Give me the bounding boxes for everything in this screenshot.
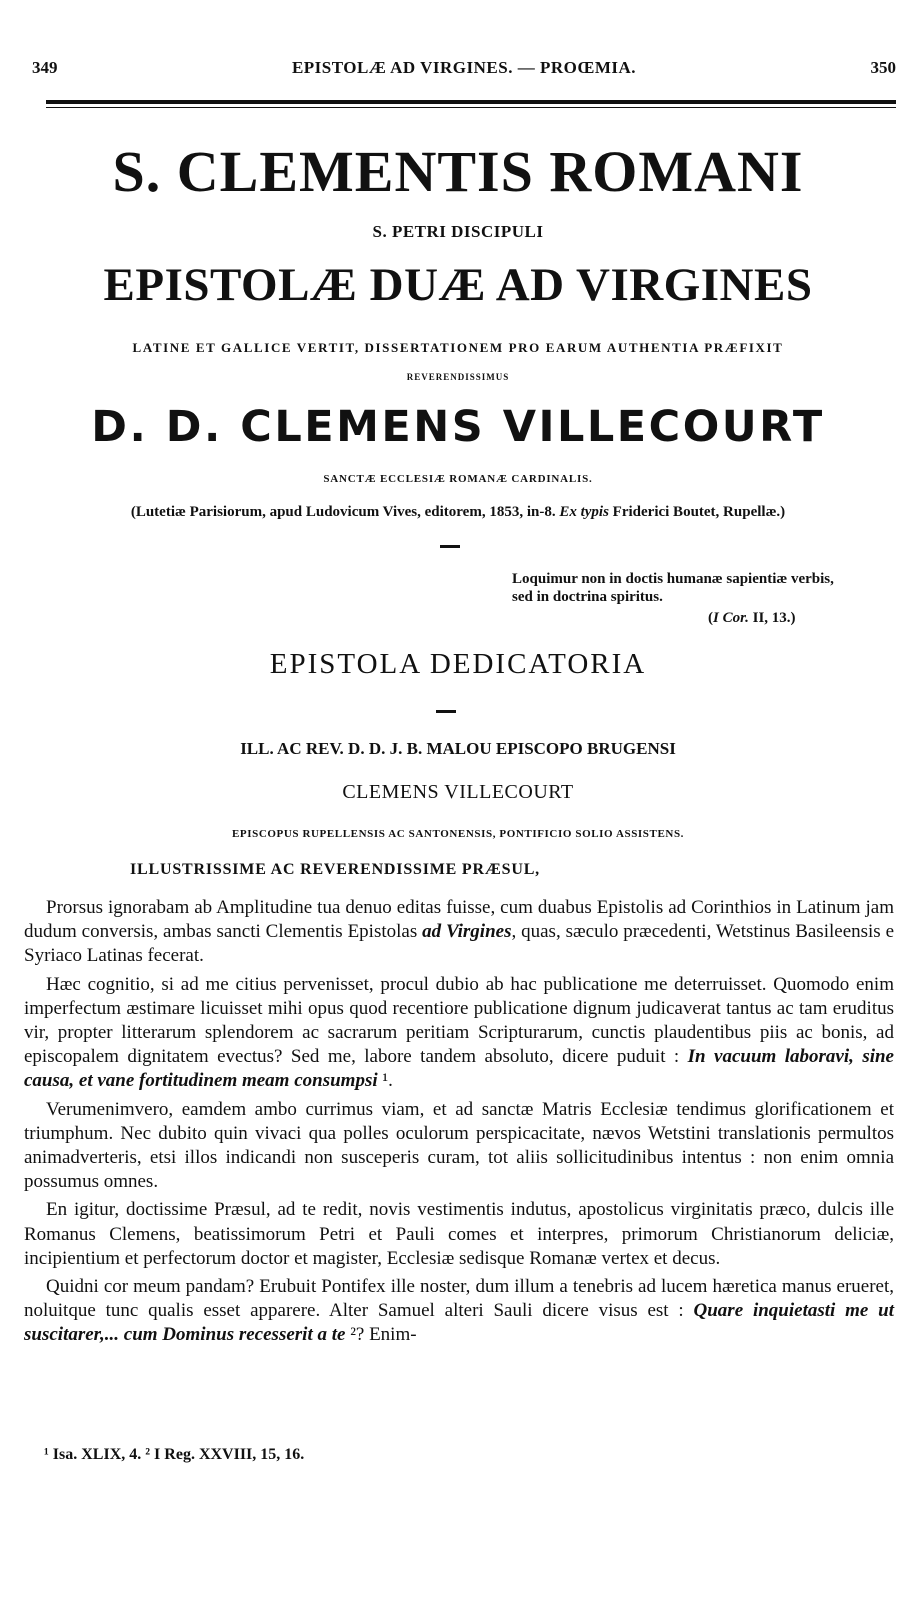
paragraph-text: Quidni cor meum pandam? Erubuit Pontifex ille noster, dum illum a tenebris ad lucem hæretica manus erueret, noluitque tunc qualis esset apparere. Alter Samuel alteri Sauli dicere visus est : [24,1276,894,1322]
epigraph-ref-book: I Cor. [713,610,749,626]
header-rule-thick [46,100,896,104]
author-subtitle: S. PETRI DISCIPULI [372,222,544,241]
epigraph-ref-open: ( [708,610,713,626]
divider-dash [440,545,460,548]
paragraph: En igitur, doctissime Præsul, ad te redit, novis vestimentis indutus, apostolicus virginitatis præco, dulcis ille Romanus Clemens, beatissimorum Petri et Pauli comes et interpres, primorum Christianorum deliciæ, incipientium et perfectorum doctor et magister, Ecclesiæ sedisque Romanæ vertex et decus. [24,1199,894,1269]
divider-dash [436,710,456,713]
letter-body [24,896,894,1352]
paragraph-italic: ad Virgines [422,921,512,943]
running-title: EPISTOLÆ AD VIRGINES. — PROŒMIA. [291,58,637,77]
paragraph-italic: Quare inquietasti me ut suscitarer,... cum Dominus recesserit a te [24,1300,894,1346]
work-title: EPISTOLÆ DUÆ AD VIRGINES [103,259,813,311]
paragraph-italic: In vacuum laboravi, sine causa, et vane fortitudinem meam consumpsi [24,1046,894,1092]
epigraph [512,570,834,606]
dedication-author-office: EPISCOPUS RUPELLENSIS AC SANTONENSIS, PONTIFICIO SOLIO ASSISTENS. [231,828,685,840]
paragraph-text: Prorsus ignorabam ab Amplitudine tua denuo editas fuisse, cum duabus Epistolis ad Corinthios in Latinum jam dudum conversis, ambas sancti Clementis Epistolas [24,897,894,943]
paragraph-text: , quas, sæculo præcedenti, Wetstinus Basileensis e Syriaco Latinas fecerat. [24,921,895,967]
epigraph-reference [708,610,796,627]
dedication-addressee: ILL. AC REV. D. D. J. B. MALOU EPISCOPO BRUGENSI [240,739,676,758]
translator-name: D. D. CLEMENS VILLECOURT [91,402,825,452]
dedication-heading: EPISTOLA DEDICATORIA [269,648,647,680]
paragraph-text: ¹. [377,1070,393,1092]
footnotes: ¹ Isa. XLIX, 4. ² I Reg. XXVIII, 15, 16. [44,1446,305,1463]
dedication-author: CLEMENS VILLECOURT [342,781,574,803]
header-rule-thin [46,107,896,108]
translation-note: LATINE ET GALLICE VERTIT, DISSERTATIONEM PRO EARUM AUTHENTIA PRÆFIXIT [132,340,784,355]
author-title: S. CLEMENTIS ROMANI [112,139,804,204]
reverend-label: REVERENDISSIMUS [406,372,510,382]
paragraph-text: ²? Enim- [345,1324,417,1346]
column-number-left: 349 [32,58,58,77]
paragraph [24,973,894,1094]
paragraph-text: Hæc cognitio, si ad me citius pervenisset, procul dubio ab hac publicatione me deterruisset. Quomodo enim imperfectum æstimare licuisset mihi opus quod recentiore publicatione dignum judicaverat tantus ac tam eruditus vir, propter litterarum splendorem ac sacrarum peritiam Scripturarum, cunctis plaudentibus piis ac bonis, ad episcopalem dignitatem evectus? Sed me, labore tandem absoluto, dicere puduit : [24,973,894,1068]
paragraph [24,896,894,969]
salutation: ILLUSTRISSIME AC REVERENDISSIME PRÆSUL, [130,861,540,878]
imprint-part-c: Friderici Boutet, Rupellæ.) [608,504,786,520]
paragraph: Verumenimvero, eamdem ambo currimus viam, et ad sanctæ Matris Ecclesiæ tendimus glorificationem et triumphum. Nec dubito quin vivaci qua polles oculorum perspicacitate, nævos Wetstini translationis permultos animadverteris, etsi illos indicandi non susceperis curam, tot aliis sollicitudinibus intentus : non enim omnia possumus omnes. [24,1098,894,1193]
paragraph [24,1275,894,1348]
epigraph-line-1: Loquimur non in doctis humanæ sapientiæ verbis, [512,571,834,587]
imprint-part-a: (Lutetiæ Parisiorum, apud Ludovicum Vives, editorem, 1853, in-8. [130,504,560,520]
epigraph-ref-rest: II, 13.) [748,610,796,626]
imprint-line [0,504,916,521]
column-number-right: 350 [870,58,896,77]
running-header [32,58,896,82]
translator-title: SANCTÆ ECCLESIÆ ROMANÆ CARDINALIS. [323,473,593,485]
imprint-part-b: Ex typis [559,504,609,520]
epigraph-line-2: sed in doctrina spiritus. [512,589,663,605]
